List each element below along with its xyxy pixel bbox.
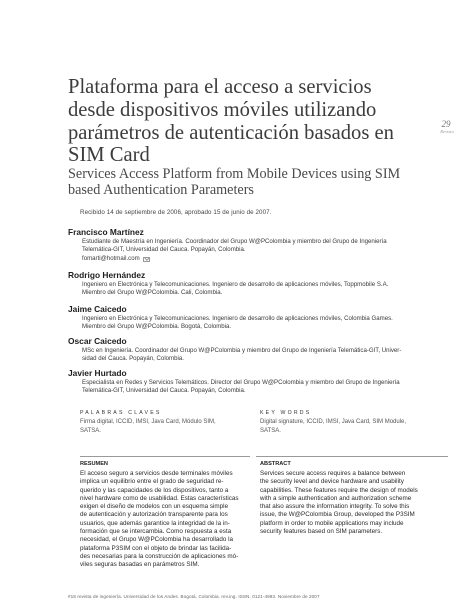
title-line: desde dispositivos móviles utilizando	[68, 98, 377, 121]
affiliation-line: Ingeniero en Electrónica y Telecomunicaciones. Ingeniero de desarrollo de aplicaciones móviles, Toppmobile S.A.	[82, 281, 389, 288]
abstract-line: the security level and device hardware and usability	[260, 478, 404, 486]
resumen-line: El acceso seguro a servicios desde terminales móviles	[80, 470, 233, 477]
affiliation-line: Estudiante de Maestría en Ingeniería. Coordinador del Grupo W@PColombia y miembro del Grupo de Ingeniería	[82, 238, 387, 245]
keywords-line: Firma digital, ICCID, IMSI, Java Card, Módulo SIM,	[80, 419, 216, 425]
affiliation-line: Miembro del Grupo W@PColombia. Bogotá, Colombia.	[82, 323, 232, 331]
abstract-line: platform in order to mobile applications may include	[260, 519, 404, 527]
title-line: Plataforma para el acceso a servicios	[68, 76, 372, 98]
resumen-line: usuarios, que además garantice la integridad de la in-	[80, 519, 230, 527]
resumen-line: de autenticación y autorización transparente para los	[80, 511, 228, 519]
abstract	[260, 461, 452, 536]
resumen	[80, 461, 264, 570]
author-name: Francisco Martínez	[68, 227, 144, 237]
resumen-line: necesidad, el Grupo W@PColombia ha desarrollado la	[80, 536, 234, 544]
article-subtitle	[68, 167, 428, 198]
email-text[interactable]: fomarti@hotmail.com	[82, 254, 140, 262]
subtitle-line: Services Access Platform from Mobile Devices using SIM	[68, 166, 401, 182]
author-affiliation	[68, 281, 458, 298]
keywords-line: SATSA.	[260, 427, 281, 434]
journal-label: Revista	[440, 129, 454, 134]
keywords-es-text	[80, 418, 260, 435]
abstract-line: Services secure access requires a balance between	[260, 470, 406, 477]
keywords-en-text	[260, 418, 440, 435]
author-block	[68, 336, 458, 364]
author-affiliation	[68, 315, 458, 332]
resumen-line: plataforma P3SIM con el objeto de brindar las facilida-	[80, 544, 232, 552]
subtitle-line: based Authentication Parameters	[68, 181, 254, 198]
author-name: Javier Hurtado	[68, 368, 127, 378]
resumen-line: exigen el diseño de modelos con un esquema simple	[80, 503, 229, 511]
article-title	[68, 76, 428, 167]
resumen-line: formación que se intercambia. Como respuesta a esta	[80, 528, 232, 536]
author-affiliation	[68, 379, 458, 396]
author-block	[68, 368, 458, 396]
affiliation-line: Especialista en Redes y Servicios Telemáticos. Director del Grupo W@PColombia y miembro del Grupo de Ingeniería	[82, 379, 400, 386]
abstract-line: that also assure the information integrity. To solve this	[260, 503, 410, 511]
author-block	[68, 270, 458, 298]
author-email[interactable]	[82, 255, 150, 263]
title-line: SIM Card	[68, 144, 150, 167]
resumen-line: viles seguras basadas en parámetros SIM.	[80, 561, 200, 569]
author-name: Jaime Caicedo	[68, 304, 127, 314]
affiliation-line: MSc en Ingeniería. Coordinador del Grupo W@PColombia y miembro del Grupo de Ingeniería Telemática-GIT, Univer-	[82, 347, 402, 354]
keywords-line: SATSA.	[80, 427, 101, 434]
abstract-line: security features based on SIM parameters.	[260, 528, 383, 536]
divider	[80, 456, 250, 457]
abstract-line: capabilities. These features require the design of models	[260, 486, 418, 494]
keywords-es	[80, 410, 260, 435]
resumen-line: querido y las capacidades de los dispositivos, tanto a	[80, 486, 229, 494]
keywords-en-heading: KEY WORDS	[260, 410, 312, 416]
affiliation-line: Telemática-GIT, Universidad del Cauca. Popayán, Colombia.	[82, 246, 246, 254]
affiliation-line: Ingeniero en Electrónica y Telecomunicaciones. Ingeniero de desarrollo de aplicaciones móviles, Colombia Games.	[82, 315, 393, 322]
resumen-line: des necesarias para la construcción de aplicaciones mó-	[80, 552, 239, 560]
author-name: Oscar Caicedo	[68, 336, 127, 346]
resumen-line: implica un equilibrio entre el grado de seguridad re-	[80, 478, 224, 486]
abstract-heading: ABSTRACT	[260, 461, 291, 467]
resumen-heading: RESUMEN	[80, 461, 108, 467]
page-footer: #18 revista de ingeniería. Universidad de los Andes. Bogotá, Colombia. rev.ing. ISSN. 0121-4993. Noviembre de 2007	[68, 594, 320, 599]
affiliation-line: sidad del Cauca. Popayán, Colombia.	[82, 355, 184, 363]
envelope-icon	[143, 257, 150, 262]
abstract-line: with a simple authentication and authorization scheme	[260, 494, 412, 502]
keywords-es-heading: PALABRAS CLAVES	[80, 410, 162, 416]
title-line: parámetros de autenticación basados en	[68, 121, 394, 144]
resumen-line: nivel hardware como de usabilidad. Estas características	[80, 494, 239, 502]
author-affiliation	[68, 238, 458, 263]
page-number: 29	[441, 119, 451, 129]
author-block	[68, 227, 458, 263]
abstract-line: issue, the W@PColombia Group, developed the P3SIM	[260, 511, 415, 519]
keywords-en	[260, 410, 440, 435]
author-name: Rodrigo Hernández	[68, 270, 146, 280]
affiliation-line: Miembro del Grupo W@PColombia. Cali, Colombia.	[82, 289, 223, 297]
author-affiliation	[68, 347, 458, 364]
affiliation-line: Telemática-GIT, Universidad del Cauca. Popayán, Colombia.	[82, 387, 246, 395]
author-block	[68, 304, 458, 332]
received-date: Recibido 14 de septiembre de 2006, aprobado 15 de junio de 2007.	[80, 209, 272, 216]
keywords-line: Digital signature, ICCID, IMSI, Java Card, SIM Module,	[260, 419, 407, 425]
abstract-text	[260, 470, 452, 536]
divider	[256, 456, 448, 457]
resumen-text	[80, 470, 264, 570]
